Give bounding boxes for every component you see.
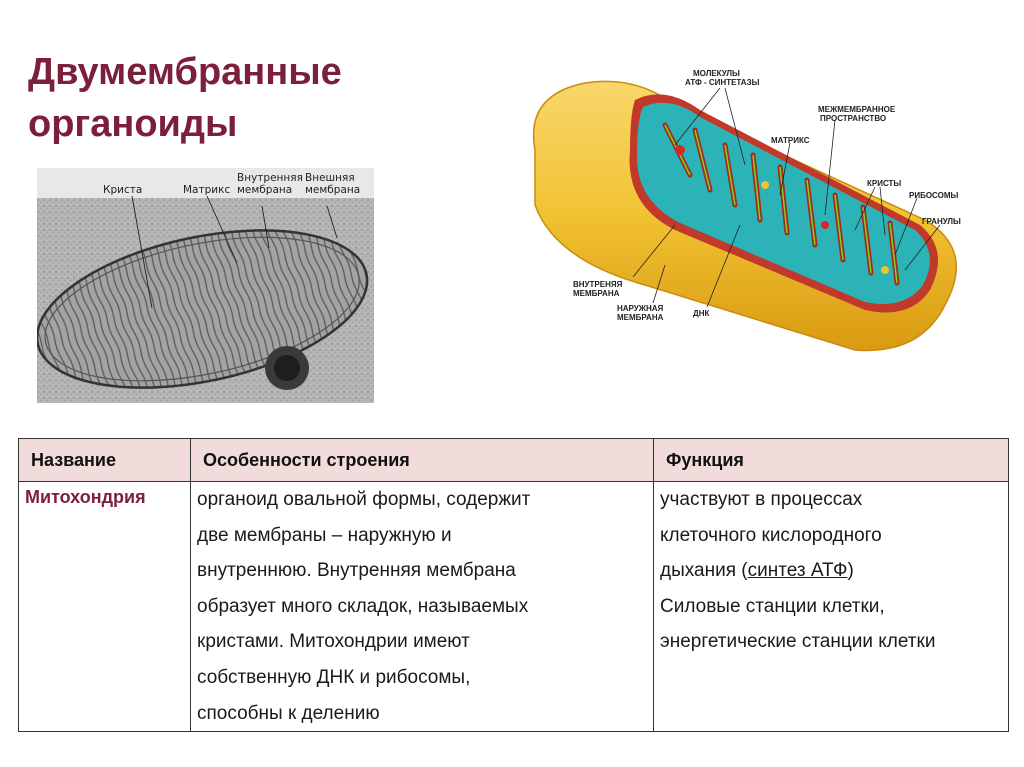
cell-function [654,482,1009,732]
function-line [660,553,1004,589]
function-text: дыхания ( [660,560,748,582]
mitochondrion-micrograph [37,168,374,403]
function-line: энергетические станции клетки [660,631,936,653]
label-inner-membrane-2: мембрана [237,184,293,196]
label-atp-2: АТФ - СИНТЕТАЗЫ [685,78,760,87]
header-structure: Особенности строения [191,439,654,482]
structure-line: две мембраны – наружную и [197,524,452,546]
structure-line: способны к делению [197,702,380,724]
label-atp-1: МОЛЕКУЛЫ [693,69,740,78]
table-header-row [19,439,1009,482]
header-function: Функция [654,439,1009,482]
label-cristae: КРИСТЫ [867,179,902,188]
label-inner-membrane-2: МЕМБРАНА [573,289,620,298]
label-outer-membrane-2: МЕМБРАНА [617,313,664,322]
structure-line: органоид овальной формы, содержит [197,489,531,510]
title-line-1: Двумембранные [28,51,342,93]
label-intermembrane-2: ПРОСТРАНСТВО [820,114,887,123]
cell-structure [191,482,654,732]
label-matrix: Матрикс [183,184,231,196]
label-outer-membrane-1: Внешняя [305,172,355,184]
label-matrix: МАТРИКС [771,136,810,145]
function-line: Силовые станции клетки, [660,595,885,617]
cell-name [19,482,191,732]
label-ribosomes: РИБОСОМЫ [909,191,959,200]
label-dna: ДНК [693,309,710,318]
mitochondrion-diagram [525,55,995,365]
label-outer-membrane-1: НАРУЖНАЯ [617,304,664,313]
title-line-2: органоиды [28,103,238,146]
table-row [19,482,1009,732]
label-outer-membrane-2: мембрана [305,184,361,196]
function-line: участвуют в процессах [660,489,863,510]
function-line: клеточного кислородного [660,524,882,546]
structure-line: кристами. Митохондрии имеют [197,631,470,653]
label-inner-membrane-1: ВНУТРЕНЯЯ [573,280,623,289]
slide-title [28,46,498,151]
organelle-name: Митохондрия [25,487,146,507]
label-crista: Криста [103,184,143,196]
structure-line: образует много складок, называемых [197,595,529,617]
structure-line: внутреннюю. Внутренняя мембрана [197,560,516,582]
function-text: ) [847,560,854,582]
label-granules: ГРАНУЛЫ [922,217,961,226]
label-inner-membrane-1: Внутренняя [237,172,303,184]
organelle-table [18,438,1009,732]
structure-line: собственную ДНК и рибосомы, [197,666,471,688]
header-name: Название [19,439,191,482]
label-intermembrane-1: МЕЖМЕМБРАННОЕ [818,105,896,114]
atp-synthesis-link[interactable]: синтез АТФ [747,560,848,582]
